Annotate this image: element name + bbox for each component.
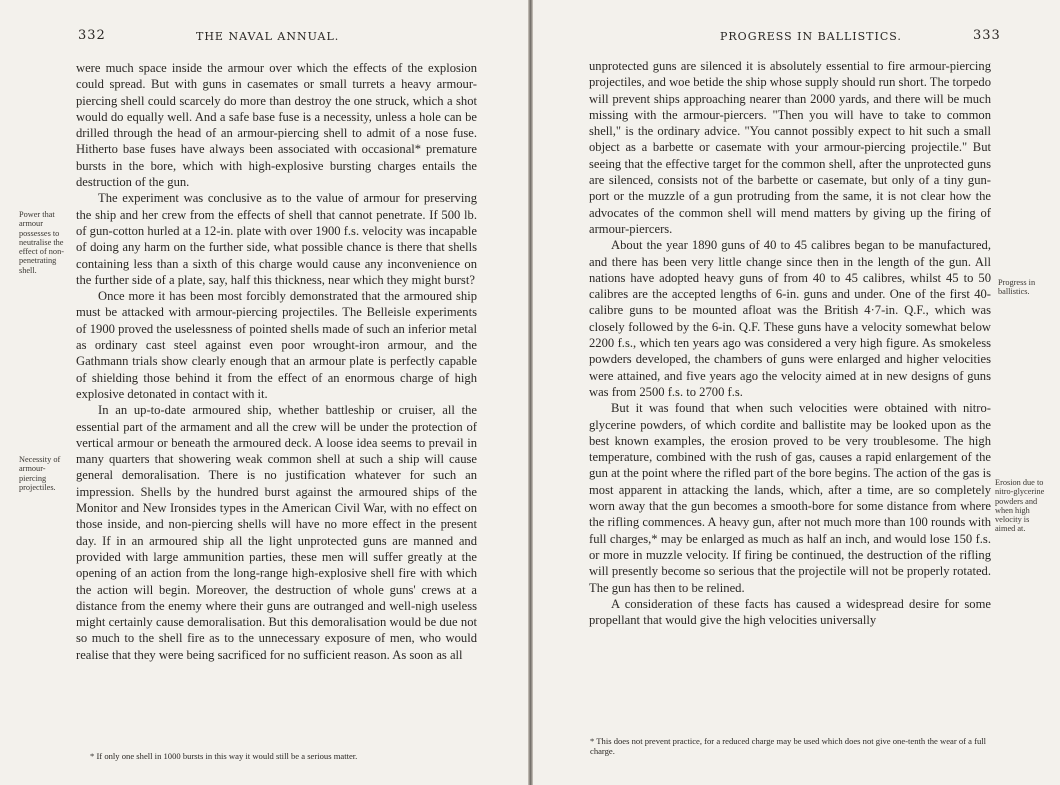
right-footnote: * This does not prevent practice, for a reduced charge may be used which does not give one-tenth the wear of a full charge.: [590, 736, 987, 756]
left-body-text: [76, 60, 477, 663]
left-running-head: THE NAVAL ANNUAL.: [196, 30, 340, 43]
right-side-note-progress: Progress in ballistics.: [998, 278, 1036, 297]
left-side-note-necessity: Necessity of armour-piercing projectiles.: [19, 455, 61, 492]
book-gutter: [528, 0, 533, 785]
right-page-number: 333: [973, 28, 1001, 43]
right-paragraph-1: unprotected guns are silenced it is absolutely essential to fire armour-piercing projectiles, and woe betide the ship whose supply should run short. The torpedo will prevent ships approaching nearer than 2000 yards, and there will be much missing with the armour-piercers. "Then you will have to take to common shell," is the ordinary advice. "You cannot possibly expect to hit such a small object as a barbette or casemate with your armour-piercing projectile." But seeing that the effective target for the common shell, after the unprotected guns are silenced, consists not of the barbette or casemate, but only of a tiny gun-port or the muzzle of a gun protruding from the same, it is not clear how the advocates of the common shell will mend matters by giving up the firing of armour-piercers.: [589, 59, 991, 236]
left-paragraph-1: were much space inside the armour over which the effects of the explosion could spread. But with guns in casemates or small turrets a heavy armour-piercing shell could scarcely do more than destroy the one struck, which a shot would do equally well. And a safe base fuse is a necessity, unless a hole can be drilled through the head of an armour-piercing shell to admit of a nose fuse. Hitherto base fuses have always been associated with occasional* premature bursts in the bore, which with high-explosive bursting charges entails the destruction of the gun.: [76, 61, 477, 190]
right-running-head: PROGRESS IN BALLISTICS.: [720, 30, 902, 43]
left-paragraph-3: Once more it has been most forcibly demonstrated that the armoured ship must be attacked with armour-piercing projectiles. The Belleisle experiments of 1900 proved the uselessness of pointed shells made of such an inferior metal as ordinary cast steel against even poor wrought-iron armour, and the Gathmann trials show clearly enough that an armour plate is perfectly capable of shielding those behind it from the effect of an enormous charge of high explosive detonated in contact with it.: [76, 289, 477, 401]
right-side-note-erosion: Erosion due to nitro-glycerine powders and when high velocity is aimed at.: [995, 478, 1045, 534]
left-paragraph-4: In an up-to-date armoured ship, whether battleship or cruiser, all the essential part of the armament and all the crew will be under the protection of vertical armour or beneath the armoured deck. A loose idea seems to prevail in many quarters that showering weak common shell at such a ship will cause general demoralisation. There is no justification whatever for such an impression. Shells by the hundred burst against the armoured ships of the Monitor and New Ironsides types in the American Civil War, with no effect on those inside, and non-piercing shells will have no more effect in the present day. If in an armoured ship all the light unprotected guns are manned and provided with large ammunition parties, these men will suffer greatly at the opening of an action from the long-range high-explosive shell fire with which the action will begin. Moreover, the destruction of whole guns' crews at a distance from the enemy where their guns are outranged and well-nigh useless might certainly cause demoralisation. But this demoralisation would be due not so much to the shell fire as to the unnecessary exposure of men, who would realise that they were being sacrificed for no sufficient reason. As soon as all: [76, 403, 477, 662]
left-paragraph-2: The experiment was conclusive as to the value of armour for preserving the ship and her crew from the effects of shell that cannot penetrate. If 500 lb. of gun-cotton hurled at a 12-in. plate with over 1900 f.s. velocity was incapable of doing any harm on the further side, what possible chance is there that shells containing less than a sixth of this charge would cause any inconvenience on the further side of a plate, say, half this thickness, near which they might burst?: [76, 191, 477, 287]
left-side-note-armour: Power that armour possesses to neutralise the effect of non-penetrating shell.: [19, 210, 64, 275]
right-paragraph-4: A consideration of these facts has caused a widespread desire for some propellant that would give the high velocities universally: [589, 596, 991, 628]
left-footnote: * If only one shell in 1000 bursts in this way it would still be a serious matter.: [90, 751, 358, 761]
right-body-text: [589, 58, 991, 628]
left-page-number: 332: [78, 28, 106, 43]
right-paragraph-3: But it was found that when such velocities were obtained with nitro-glycerine powders, of which cordite and ballistite may be looked upon as the best known examples, the erosion proved to be very troublesome. The high temperature, combined with the rush of gas, causes a rapid enlargement of the gun at the point where the rifled part of the bore begins. The action of the gas is most apparent in attacking the lands, which, after a time, are so completely worn away that the gun becomes a smooth-bore for some distance from where the rifling commences. A heavy gun, after not much more than 100 rounds with full charges,* may be enlarged as much as half an inch, and would lose 150 f.s. or more in muzzle velocity. If firing be continued, the destruction of the rifling will presently become so serious that the projectile will not be properly rotated. The gun has then to be relined.: [589, 401, 991, 595]
right-paragraph-2: About the year 1890 guns of 40 to 45 calibres began to be manufactured, and there has been very little change since then in the length of the gun. All nations have adopted heavy guns of from 40 to 45 calibres, whilst 45 to 50 calibres are the accepted lengths of 6-in. guns and under. One of the first 40-calibre guns to be mounted afloat was the British 4·7-in. Q.F., which was closely followed by the 6-in. Q.F. These guns have a velocity somewhat below 2200 f.s., which ten years ago was considered a very high figure. As smokeless powders developed, the chambers of guns were enlarged and higher velocities were attained, and five years ago the velocity aimed at in new designs of guns was from 2500 f.s. to 2700 f.s.: [589, 238, 991, 399]
